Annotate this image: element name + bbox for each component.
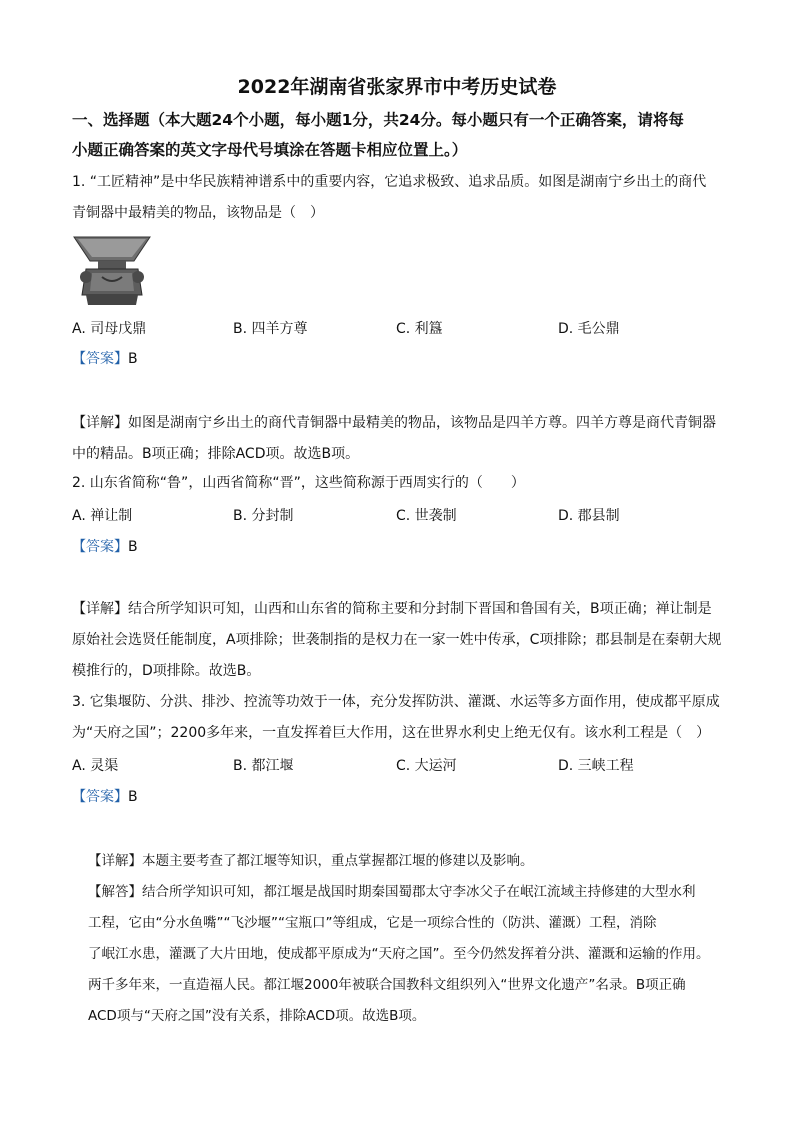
- q1-detail-line1: 【详解】如图是湖南宁乡出土的商代青铜器中最精美的物品，该物品是四羊方尊。四羊方尊是商代青铜器: [72, 415, 716, 431]
- q3-option-a: A. 灵渠: [72, 758, 119, 774]
- q1-option-b: B. 四羊方尊: [233, 321, 308, 337]
- q3-solve-line2: 工程，它由“分水鱼嘴”“飞沙堰”“宝瓶口”等组成，它是一项综合性的（防洪、灌溉）工程，消除: [88, 915, 657, 931]
- q3-solve-line3: 了岷江水患，灌溉了大片田地，使成都平原成为“天府之国”。至今仍然发挥着分洪、灌溉和运输的作用。: [88, 946, 710, 962]
- q3-solve-line4: 两千多年来，一直造福人民。都江堰2000年被联合国教科文组织列入“世界文化遗产”名录。B项正确: [88, 977, 686, 993]
- q3-detail: 【详解】本题主要考查了都江堰等知识，重点掌握都江堰的修建以及影响。: [88, 853, 534, 869]
- four-goat-square-zun-image: [72, 233, 152, 307]
- q1-option-d: D. 毛公鼎: [558, 321, 620, 337]
- q2-option-d: D. 郡县制: [558, 508, 620, 524]
- answer-value: B: [128, 539, 138, 555]
- page-title: 2022年湖南省张家界市中考历史试卷: [237, 76, 557, 98]
- solve-label: 【解答】: [88, 884, 142, 900]
- q1-option-c: C. 利簋: [396, 321, 443, 337]
- q2-detail-line1: 【详解】结合所学知识可知，山西和山东省的简称主要和分封制下晋国和鲁国有关，B项正确；禅让制是: [72, 601, 712, 617]
- q2-option-a: A. 禅让制: [72, 508, 133, 524]
- q3-solve-line5: ACD项与“天府之国”没有关系，排除ACD项。故选B项。: [88, 1008, 426, 1024]
- q2-option-b: B. 分封制: [233, 508, 294, 524]
- q3-option-d: D. 三峡工程: [558, 758, 634, 774]
- answer-value: B: [128, 351, 138, 367]
- q1-stem-line1: 1. “工匠精神”是中华民族精神谱系中的重要内容，它追求极致、追求品质。如图是湖南宁乡出土的商代: [72, 174, 707, 190]
- q3-answer: [72, 786, 138, 806]
- q2-option-c: C. 世袭制: [396, 508, 457, 524]
- q1-detail-line2: 中的精品。B项正确；排除ACD项。故选B项。: [72, 446, 360, 462]
- q3-solve-line1: 【解答】结合所学知识可知，都江堰是战国时期秦国蜀郡太守李冰父子在岷江流域主持修建的大型水利: [88, 884, 696, 900]
- q3-option-c: C. 大运河: [396, 758, 457, 774]
- q2-stem-line1: 2. 山东省简称“鲁”，山西省简称“晋”，这些简称源于西周实行的（ ）: [72, 475, 525, 491]
- answer-value: B: [128, 789, 138, 805]
- answer-label: 【答案】: [72, 539, 128, 555]
- detail-label: 【详解】: [88, 853, 142, 869]
- q2-answer: [72, 536, 138, 556]
- q2-detail-line2: 原始社会选贤任能制度，A项排除；世袭制指的是权力在一家一姓中传承，C项排除；郡县制是在秦朝大规: [72, 632, 722, 648]
- answer-label: 【答案】: [72, 351, 128, 367]
- q3-stem-line2: 为“天府之国”；2200多年来，一直发挥着巨大作用，这在世界水利史上绝无仅有。该水利工程是（ ）: [72, 725, 711, 741]
- q1-option-a: A. 司母戊鼎: [72, 321, 147, 337]
- q2-detail-line3: 模推行的，D项排除。故选B。: [72, 663, 261, 679]
- q1-stem-line2: 青铜器中最精美的物品，该物品是（ ）: [72, 205, 324, 221]
- q3-stem-line1: 3. 它集堰防、分洪、排沙、控流等功效于一体，充分发挥防洪、灌溉、水运等多方面作用，使成都平原成: [72, 694, 720, 710]
- q3-option-b: B. 都江堰: [233, 758, 294, 774]
- detail-label: 【详解】: [72, 601, 128, 617]
- section-heading-line1: 一、选择题（本大题24个小题，每小题1分，共24分。每小题只有一个正确答案，请将每: [72, 111, 684, 129]
- detail-label: 【详解】: [72, 415, 128, 431]
- q1-answer: [72, 348, 138, 368]
- section-heading-line2: 小题正确答案的英文字母代号填涂在答题卡相应位置上。）: [72, 141, 468, 159]
- answer-label: 【答案】: [72, 789, 128, 805]
